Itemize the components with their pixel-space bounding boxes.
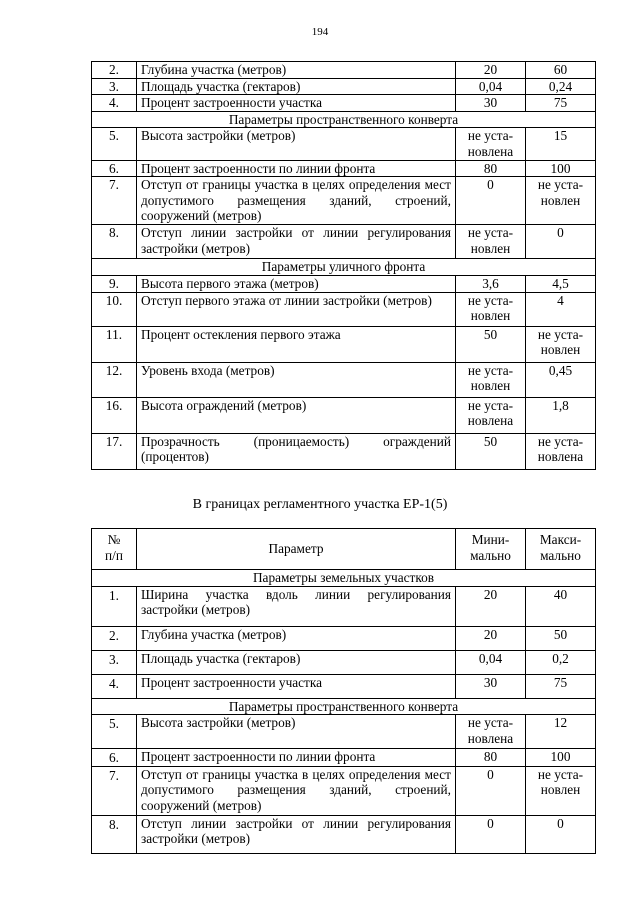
max-value: 75 (526, 95, 596, 112)
max-value: 0,2 (526, 650, 596, 674)
parameter-name: Процент застроенности по линии фронта (137, 749, 456, 767)
parameter-name: Отступ линии застройки от линии регулирования застройки (метров) (137, 815, 456, 853)
min-value: 50 (456, 326, 526, 362)
parameter-name: Глубина участка (метров) (137, 626, 456, 650)
section-row (92, 259, 596, 276)
parameter-name: Высота застройки (метров) (137, 128, 456, 160)
parameter-name: Высота первого этажа (метров) (137, 276, 456, 293)
max-value: 50 (526, 626, 596, 650)
row-number: 16. (92, 397, 137, 433)
row-number: 8. (92, 815, 137, 853)
max-value: 0 (526, 815, 596, 853)
row-number: 17. (92, 433, 137, 469)
parameter-name: Отступ линии застройки от линии регулирования застройки (метров) (137, 225, 456, 259)
table-row (92, 276, 596, 293)
max-value: 0,45 (526, 362, 596, 397)
min-value: 0 (456, 815, 526, 853)
row-number: 2. (92, 626, 137, 650)
max-value: 60 (526, 62, 596, 79)
header-max: Макси- мально (526, 529, 596, 570)
row-number: 6. (92, 160, 137, 177)
max-value: 0,24 (526, 78, 596, 95)
min-value: не уста- новлен (456, 292, 526, 326)
section-title: Параметры пространственного конверта (92, 111, 596, 128)
max-value: 40 (526, 586, 596, 626)
row-number: 4. (92, 95, 137, 112)
row-number: 4. (92, 674, 137, 698)
parameter-name: Уровень входа (метров) (137, 362, 456, 397)
table-row (92, 128, 596, 160)
parameter-name: Процент остекления первого этажа (137, 326, 456, 362)
row-number: 7. (92, 766, 137, 815)
row-number: 5. (92, 715, 137, 749)
table-row (92, 433, 596, 469)
row-number: 9. (92, 276, 137, 293)
parameter-name: Процент застроенности участка (137, 674, 456, 698)
min-value: 3,6 (456, 276, 526, 293)
parameters-table-2-body (92, 570, 596, 854)
max-value: 0 (526, 225, 596, 259)
min-value: не уста- новлена (456, 715, 526, 749)
min-value: 20 (456, 586, 526, 626)
table-row (92, 749, 596, 767)
min-value: 0 (456, 177, 526, 225)
min-value: 0,04 (456, 650, 526, 674)
row-number: 8. (92, 225, 137, 259)
min-value: 0,04 (456, 78, 526, 95)
table-row (92, 62, 596, 79)
parameter-name: Высота ограждений (метров) (137, 397, 456, 433)
row-number: 7. (92, 177, 137, 225)
parameter-name: Отступ от границы участка в целях определения мест допустимого размещения зданий, строений, сооружений (метров) (137, 177, 456, 225)
min-value: 30 (456, 95, 526, 112)
min-value: 80 (456, 160, 526, 177)
section-title: Параметры пространственного конверта (92, 698, 596, 715)
table-row (92, 160, 596, 177)
section-row (92, 698, 596, 715)
min-value: не уста- новлена (456, 397, 526, 433)
max-value: 100 (526, 160, 596, 177)
max-value: не уста- новлен (526, 326, 596, 362)
table-row (92, 292, 596, 326)
max-value: не уста- новлена (526, 433, 596, 469)
table-row (92, 586, 596, 626)
table-row (92, 715, 596, 749)
table-row (92, 95, 596, 112)
parameter-name: Процент застроенности по линии фронта (137, 160, 456, 177)
row-number: 5. (92, 128, 137, 160)
header-param: Параметр (137, 529, 456, 570)
parameter-name: Площадь участка (гектаров) (137, 78, 456, 95)
table-row (92, 650, 596, 674)
table-row (92, 815, 596, 853)
parameters-table-1 (91, 61, 596, 470)
parameter-name: Глубина участка (метров) (137, 62, 456, 79)
min-value: 20 (456, 62, 526, 79)
max-value: не уста- новлен (526, 177, 596, 225)
row-number: 3. (92, 650, 137, 674)
table-row (92, 177, 596, 225)
row-number: 1. (92, 586, 137, 626)
max-value: 75 (526, 674, 596, 698)
parameters-table-1-body (92, 62, 596, 470)
parameter-name: Отступ от границы участка в целях определения мест допустимого размещения зданий, строений, сооружений (метров) (137, 766, 456, 815)
header-row (92, 529, 596, 570)
section-title: Параметры земельных участков (92, 570, 596, 587)
parameters-table-2-header (92, 529, 596, 570)
section-heading: В границах регламентного участка ЕР-1(5) (192, 497, 448, 512)
min-value: 50 (456, 433, 526, 469)
parameters-table-2 (91, 528, 596, 854)
max-value: 12 (526, 715, 596, 749)
min-value: 80 (456, 749, 526, 767)
row-number: 3. (92, 78, 137, 95)
parameter-name: Прозрачность (проницаемость) ограждений (процентов) (137, 433, 456, 469)
min-value: 0 (456, 766, 526, 815)
row-number: 6. (92, 749, 137, 767)
table-row (92, 766, 596, 815)
max-value: 1,8 (526, 397, 596, 433)
table-row (92, 326, 596, 362)
row-number: 2. (92, 62, 137, 79)
section-title: Параметры уличного фронта (92, 259, 596, 276)
row-number: 11. (92, 326, 137, 362)
page-number: 194 (311, 26, 329, 38)
section-row (92, 111, 596, 128)
min-value: не уста- новлен (456, 225, 526, 259)
max-value: 15 (526, 128, 596, 160)
section-row (92, 570, 596, 587)
parameter-name: Отступ первого этажа от линии застройки (метров) (137, 292, 456, 326)
header-min: Мини- мально (456, 529, 526, 570)
min-value: 30 (456, 674, 526, 698)
parameter-name: Высота застройки (метров) (137, 715, 456, 749)
table-row (92, 225, 596, 259)
max-value: 100 (526, 749, 596, 767)
row-number: 10. (92, 292, 137, 326)
header-num: № п/п (92, 529, 137, 570)
table-row (92, 626, 596, 650)
min-value: не уста- новлен (456, 362, 526, 397)
max-value: не уста- новлен (526, 766, 596, 815)
parameter-name: Площадь участка (гектаров) (137, 650, 456, 674)
min-value: 20 (456, 626, 526, 650)
row-number: 12. (92, 362, 137, 397)
parameter-name: Процент застроенности участка (137, 95, 456, 112)
max-value: 4,5 (526, 276, 596, 293)
parameter-name: Ширина участка вдоль линии регулирования застройки (метров) (137, 586, 456, 626)
table-row (92, 397, 596, 433)
table-row (92, 674, 596, 698)
min-value: не уста- новлена (456, 128, 526, 160)
table-row (92, 362, 596, 397)
table-row (92, 78, 596, 95)
max-value: 4 (526, 292, 596, 326)
